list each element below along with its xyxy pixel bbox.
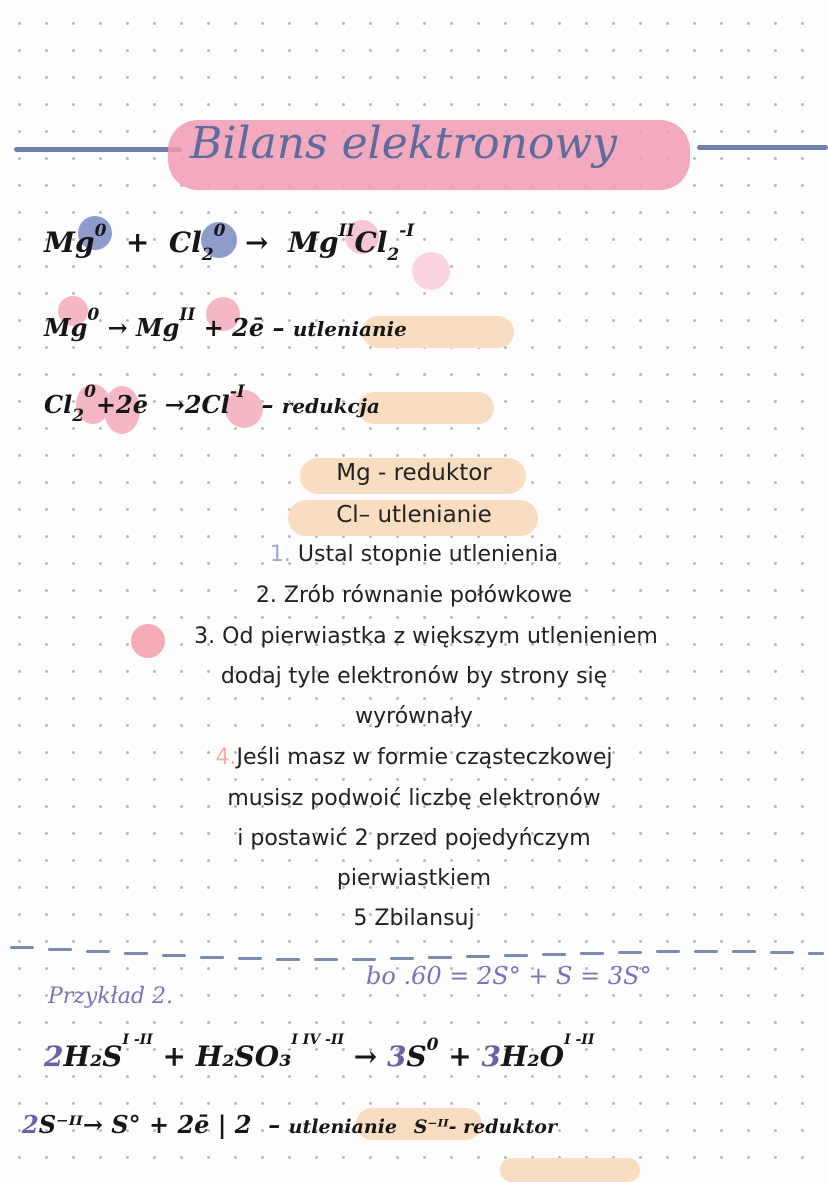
eq-right-mg: Mg [287,226,339,259]
ex-h2so3-ox: I IV -II [291,1032,344,1048]
step-4-text: Jeśli masz w formie cząsteczkowej [236,745,613,770]
ex-half-coef: 2 [22,1110,39,1139]
half1-b: Mg [136,313,180,342]
ex-half-label: utlenianie [288,1116,397,1138]
eq-right-cl-sub: 2 [387,245,400,265]
step-3-line-3: wyrównały [355,704,473,729]
half2-b: 2Cl [184,390,230,419]
step-4-line-2: musisz podwoić liczbę elektronów [227,786,601,811]
half2-a-ox: 0 [84,382,96,402]
example-label: Przykład 2. [48,984,173,1009]
step-4-line-4: pierwiastkiem [336,866,492,891]
page-title: Bilans elektronowy [190,118,617,169]
ex-plus-2: + [448,1040,472,1073]
ex-h2s: H₂S [63,1040,123,1073]
half2-a-sub: 2 [72,406,85,426]
half2-a: Cl [44,390,73,419]
half2-arrow: → [164,390,185,419]
step-2-text: Zrób równanie połówkowe [276,583,573,608]
half1-dash: – [272,313,285,342]
ex-h2o: H₂O [500,1040,565,1073]
half2-label: redukcja [281,394,380,418]
half1-rest: + 2ē [203,313,265,342]
half-reaction-1 [44,305,407,342]
step-2 [0,583,828,608]
eq-left-mg-ox: 0 [94,221,107,241]
example-equation [44,1032,595,1073]
example-half-reaction [22,1110,557,1139]
step-3-num: 3. [194,624,216,649]
eq-right-cl-ox: -I [399,221,415,241]
ex-half-tail: S⁻ᴵᴵ- reduktor [413,1116,557,1138]
ex-half-dash: – [268,1110,281,1139]
ex-h2s-ox: I -II [122,1032,153,1048]
eq-left-cl-sub: 2 [201,245,214,265]
ex-coef-1: 2 [44,1040,64,1073]
ex-coef-2: 3 [386,1040,407,1073]
ex-arrow: → [353,1040,378,1073]
ex-s-ox: 0 [426,1035,439,1055]
eq-left-mg: Mg [44,226,95,259]
eq-left-cl-ox: 0 [213,221,226,241]
ex-bottom-highlight [500,1158,640,1182]
step-2-num: 2. [255,583,277,608]
half2-plus: +2ē [95,390,148,419]
ex-h2so3: H₂SO₃ [195,1040,292,1073]
step-3-text: Od pierwiastka z większym utlenieniem [215,624,658,649]
ex-h2o-ox: I -II [564,1032,595,1048]
ex-half-text: S⁻ᴵᴵ→ S° + 2ē | 2 [38,1110,252,1139]
example-note: bo .60 = 2S° + S = 3S° [366,962,652,990]
step-3 [12,624,828,649]
half1-a-ox: 0 [87,305,100,325]
eq-plus: + [125,226,150,259]
ex-plus-1: + [162,1040,186,1073]
title-line-left [14,147,182,152]
ex-s: S [406,1040,427,1073]
step-4 [0,745,828,770]
step-1-text: Ustal stopnie utlenienia [290,542,559,567]
half-reaction-2 [44,382,380,426]
half2-b-ox: -I [229,382,245,402]
ox-bubble-cl2 [412,252,450,290]
half2-dash: – [261,390,274,419]
step-5: 5 Zbilansuj [353,906,475,931]
step-4-line-3: i postawić 2 przed pojedyńczym [237,826,591,851]
eq-left-cl: Cl [168,226,202,259]
main-equation [44,221,415,265]
eq-right-mg-ox: II [338,221,355,241]
step-1-num: 1. [269,542,291,567]
step-1 [0,542,828,567]
ex-coef-3: 3 [481,1040,501,1073]
half1-b-ox: II [179,305,196,325]
half1-arrow: → [107,313,128,342]
title-line-right [697,145,828,150]
summary-oxidation: Cl– utlenianie [336,502,492,528]
step-4-num: 4. [215,745,237,770]
eq-right-cl: Cl [354,226,388,259]
summary-reductor: Mg - reduktor [336,460,492,486]
half1-a: Mg [44,313,88,342]
eq-arrow: → [245,226,269,259]
half1-label: utlenianie [292,317,407,341]
step-3-line-2: dodaj tyle elektronów by strony się [220,664,608,689]
